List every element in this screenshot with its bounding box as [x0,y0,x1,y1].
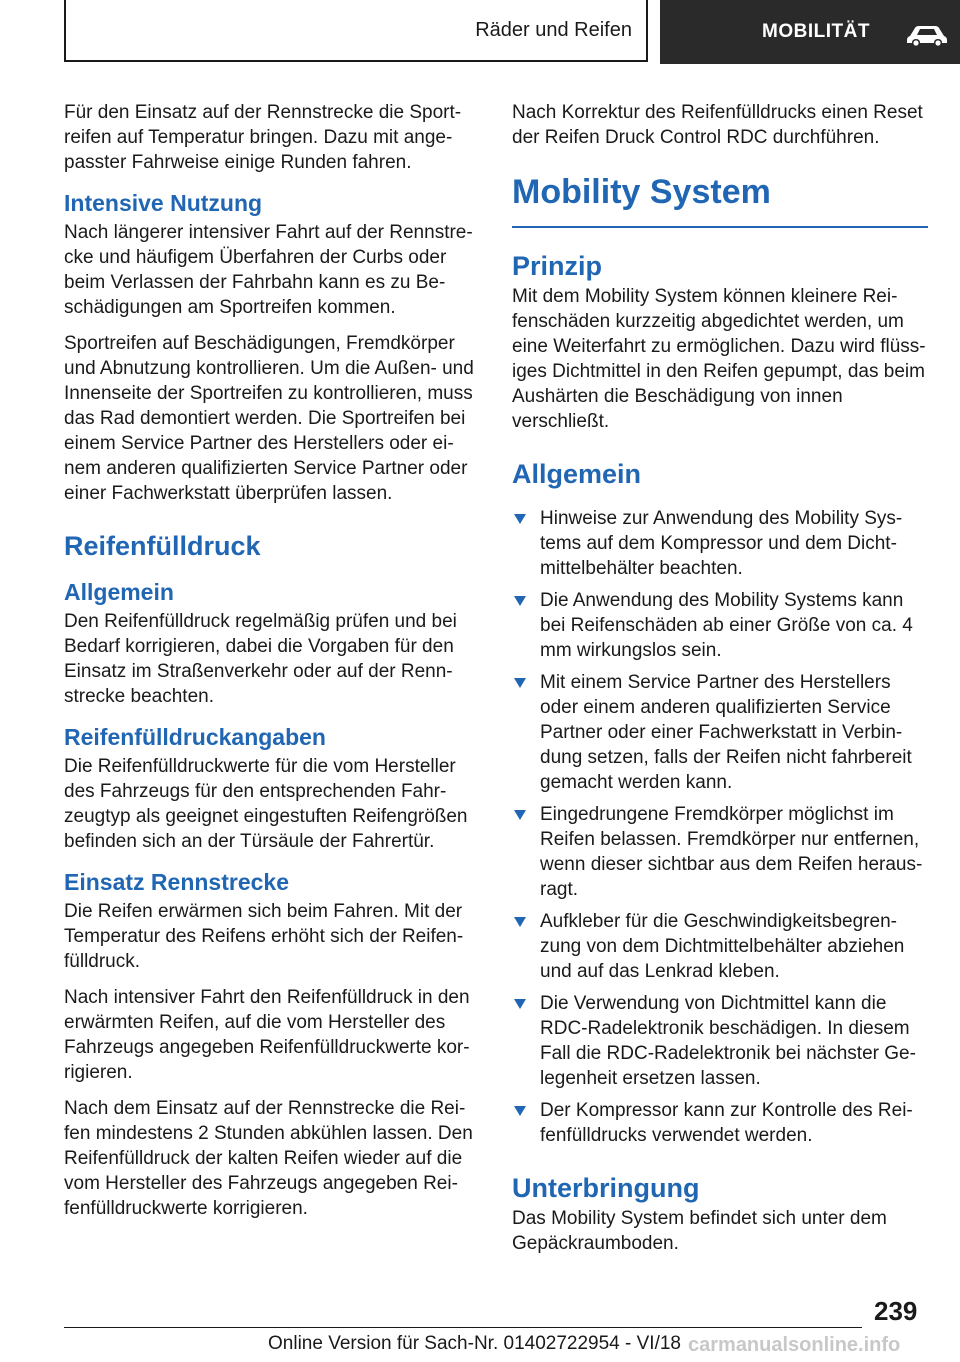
left-column [64,100,480,1232]
list-item-text: Hinweise zur Anwendung des Mobility Sys‐ tems auf dem Kompressor und dem Dicht‐ mittelbehälter beachten. [540,508,903,579]
list-item [512,991,928,1091]
section-heading: Reifenfülldruck [64,531,261,561]
paragraph: Die Reifen erwärmen sich beim Fahren. Mit der Temperatur des Reifens erhöht sich der Reifen‐ fülldruck. [64,901,464,972]
page-header [64,0,960,64]
paragraph: Die Reifenfülldruckwerte für die vom Hersteller des Fahrzeugs für den entsprechenden Fahr‐ zeugtyp als geeignet eingestuften Reifengrößen befinden sich an der Türsäule der Fahrertür. [64,756,468,852]
section-title: Räder und Reifen [64,0,648,62]
list-item [512,506,928,581]
section-heading: Unterbringung [512,1173,700,1203]
right-column [512,100,928,1267]
footer-online-version: Online Version für Sach-Nr. 01402722954 - VI/18 [268,1333,681,1354]
paragraph: Den Reifenfülldruck regelmäßig prüfen und bei Bedarf korrigieren, dabei die Vorgaben für den Einsatz im Straßenverkehr oder auf der Renn‐ strecke beachten. [64,611,457,707]
list-item-text: Die Anwendung des Mobility Systems kann bei Reifenschäden ab einer Größe von ca. 4 mm wirkungslos sein. [540,590,913,661]
subsection-heading: Einsatz Rennstrecke [64,869,289,895]
triangle-bullet-icon [514,917,526,927]
paragraph: Nach Korrektur des Reifenfülldrucks einen Reset der Reifen Druck Control RDC durchführen. [512,102,923,148]
car-icon [906,24,948,46]
list-item [512,1098,928,1148]
triangle-bullet-icon [514,514,526,524]
paragraph: Mit dem Mobility System können kleinere Rei‐ fenschäden kurzzeitig abgedichtet werden, um eine Weiterfahrt zu ermöglichen. Dazu wird flüss‐ iges Dichtmittel in den Reifen gepumpt, das beim Aushärten die Beschädigung von innen verschließt. [512,286,926,432]
triangle-bullet-icon [514,1106,526,1116]
triangle-bullet-icon [514,596,526,606]
paragraph: Für den Einsatz auf der Rennstrecke die Sport‐ reifen auf Temperatur bringen. Dazu mit ange‐ passter Fahrweise einige Runden fahren. [64,102,462,173]
paragraph: Sportreifen auf Beschädigungen, Fremdkörper und Abnutzung kontrollieren. Um die Außen- und Innenseite der Sportreifen zu kontrollieren, muss das Rad demontiert werden. Die Sportreifen bei einem Service Partner des Herstellers oder ei‐ nem anderen qualifizierten Service Partner oder einer Fachwerkstatt überprüfen lassen. [64,333,474,504]
watermark: carmanualsonline.info [688,1334,901,1356]
list-item [512,588,928,663]
subsection-heading: Allgemein [64,579,174,605]
triangle-bullet-icon [514,999,526,1009]
list-item [512,670,928,795]
subsection-heading: Reifenfülldruckangaben [64,724,326,750]
chapter-heading: Mobility System [512,172,928,228]
bullet-list [512,506,928,1148]
list-item-text: Mit einem Service Partner des Herstellers oder einem anderen qualifizierten Service Partner oder einer Fachwerkstatt in Verbin‐ dung setzen, falls der Reifen nicht fahrbereit gemacht werden kann. [540,672,912,793]
triangle-bullet-icon [514,810,526,820]
list-item-text: Aufkleber für die Geschwindigkeitsbegren‐ zung von dem Dichtmittelbehälter abziehen und auf das Lenkrad kleben. [540,911,905,982]
paragraph: Nach intensiver Fahrt den Reifenfülldruck in den erwärmten Reifen, auf die vom Hersteller des Fahrzeugs angegeben Reifenfülldruckwerte kor‐ rigieren. [64,987,470,1083]
footer-divider [64,1327,862,1328]
list-item-text: Der Kompressor kann zur Kontrolle des Rei‐ fenfülldrucks verwendet werden. [540,1100,913,1146]
list-item-text: Eingedrungene Fremdkörper möglichst im Reifen belassen. Fremdkörper nur entfernen, wenn dieser sichtbar aus dem Reifen heraus‐ ragt. [540,804,923,900]
list-item [512,909,928,984]
triangle-bullet-icon [514,678,526,688]
paragraph: Nach längerer intensiver Fahrt auf der Rennstre‐ cke und häufigem Überfahren der Curbs oder beim Verlassen der Fahrbahn kann es zu Be‐ schädigungen am Sportreifen kommen. [64,222,473,318]
section-heading: Allgemein [512,459,642,489]
list-item [512,802,928,902]
paragraph: Nach dem Einsatz auf der Rennstrecke die Rei‐ fen mindestens 2 Stunden abkühlen lassen. Den Reifenfülldruck der kalten Reifen wieder auf die vom Hersteller des Fahrzeugs angegeben Rei‐ fenfülldruckwerte korrigieren. [64,1098,473,1219]
list-item-text: Die Verwendung von Dichtmittel kann die RDC-Radelektronik beschädigen. In diesem Fall die RDC-Radelektronik bei nächster Ge‐ legenheit ersetzen lassen. [540,993,916,1089]
chapter-title: MOBILITÄT [762,21,870,42]
section-heading: Prinzip [512,251,603,281]
page-number: 239 [874,1296,918,1326]
chapter-tab [660,0,960,64]
subsection-heading: Intensive Nutzung [64,190,263,216]
paragraph: Das Mobility System befindet sich unter dem Gepäckraumboden. [512,1208,887,1254]
